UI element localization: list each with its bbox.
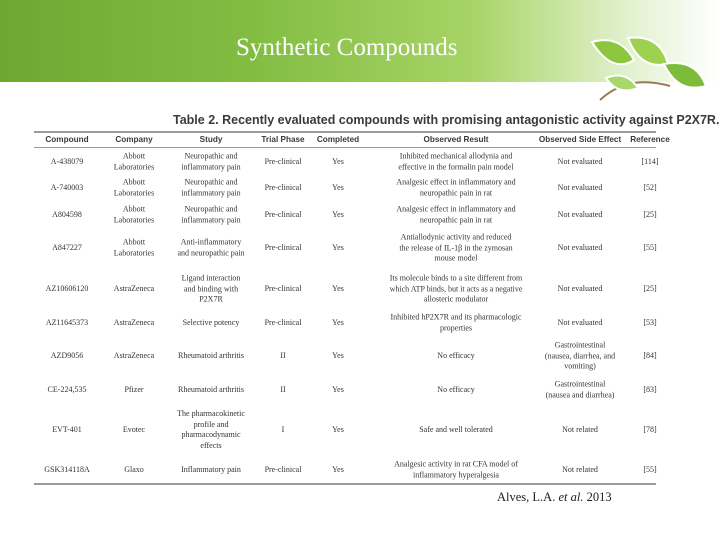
table-cell-compound: AZ10606120 (45, 283, 89, 293)
table-cell-completed: Yes (332, 384, 344, 394)
table-cell-company: Pfizer (124, 384, 144, 394)
column-header-study: Study (199, 135, 223, 144)
table-cell-trial-phase: Pre-clinical (264, 242, 302, 252)
table-cell-side-effect: Not related (562, 464, 598, 474)
table-cell-study: Selective potency (182, 317, 240, 327)
table-cell-study: Rheumatoid arthritis (178, 350, 244, 360)
table-cell-study: Inflammatory pain (181, 464, 241, 474)
column-header-company: Company (115, 135, 153, 144)
table-cell-completed: Yes (332, 317, 344, 327)
table-cell-completed: Yes (332, 350, 344, 360)
table-cell-observed-result: No efficacy (437, 350, 475, 360)
table-cell-compound: AZ11645373 (45, 317, 89, 327)
table-cell-completed: Yes (332, 209, 344, 219)
table-cell-reference: [55] (643, 242, 657, 252)
table-cell-side-effect: Not evaluated (557, 156, 603, 166)
citation-authors: Alves, L.A. (497, 490, 556, 504)
column-header-completed: Completed (316, 135, 360, 144)
table-cell-completed: Yes (332, 464, 344, 474)
table-cell-trial-phase: II (280, 350, 286, 360)
table-cell-trial-phase: Pre-clinical (264, 209, 302, 219)
table-cell-study: The pharmacokinetic profile and pharmacodynamic effects (177, 409, 245, 450)
table-cell-observed-result: Antiallodynic activity and reduced the release of IL-1β in the zymosan mouse model (399, 232, 513, 263)
table-cell-side-effect: Not evaluated (557, 317, 603, 327)
table-cell-company: Abbott Laboratories (113, 204, 155, 224)
table-top-rule (34, 131, 656, 133)
table-caption: Table 2. Recently evaluated compounds with promising antagonistic activity against P2X7R. (173, 113, 720, 127)
table-cell-company: Evotec (122, 424, 146, 434)
table-cell-compound: EVT-401 (52, 424, 82, 434)
table-cell-trial-phase: Pre-clinical (264, 156, 302, 166)
citation (497, 490, 612, 505)
table-cell-trial-phase: II (280, 384, 286, 394)
table-cell-completed: Yes (332, 182, 344, 192)
table-cell-observed-result: Safe and well tolerated (419, 424, 493, 434)
table-cell-observed-result: Analgesic effect in inflammatory and neuropathic pain in rat (396, 177, 516, 197)
table-cell-company: AstraZeneca (113, 350, 155, 360)
table-cell-study: Neuropathic and inflammatory pain (181, 177, 241, 197)
table-cell-compound: A847227 (52, 242, 82, 252)
table-cell-observed-result: Inhibited hP2X7R and its pharmacologic properties (390, 312, 522, 332)
table-cell-study: Neuropathic and inflammatory pain (181, 204, 241, 224)
citation-etal: et al. (558, 490, 584, 504)
table-cell-study: Rheumatoid arthritis (178, 384, 244, 394)
column-header-trial-phase: Trial Phase (261, 135, 305, 144)
table-cell-compound: CE-224,535 (47, 384, 87, 394)
column-header-compound: Compound (45, 135, 89, 144)
table-cell-reference: [25] (643, 283, 657, 293)
table-cell-observed-result: Its molecule binds to a site different from which ATP binds, but it acts as a negative allosteric modulator (389, 273, 523, 304)
table-cell-trial-phase: Pre-clinical (264, 283, 302, 293)
table-cell-trial-phase: Pre-clinical (264, 464, 302, 474)
table-cell-completed: Yes (332, 283, 344, 293)
slide-title: Synthetic Compounds (236, 34, 458, 61)
table-cell-company: AstraZeneca (113, 317, 155, 327)
table-cell-reference: [84] (643, 350, 657, 360)
table-cell-reference: [53] (643, 317, 657, 327)
table-cell-compound: AZD9056 (50, 350, 84, 360)
table-cell-reference: [25] (643, 209, 657, 219)
table-cell-side-effect: Not evaluated (557, 209, 603, 219)
table-cell-trial-phase: I (281, 424, 285, 434)
column-header-observed-result: Observed Result (423, 135, 489, 144)
table-cell-side-effect: Not related (562, 424, 598, 434)
table-cell-observed-result: Analgesic activity in rat CFA model of inflammatory hyperalgesia (394, 459, 518, 479)
table-header-rule (34, 147, 656, 148)
table-cell-study: Anti-inflammatory and neuropathic pain (177, 237, 245, 257)
table-cell-compound: A-740003 (50, 182, 84, 192)
table-cell-observed-result: No efficacy (437, 384, 475, 394)
column-header-reference: Reference (630, 135, 670, 144)
table-cell-completed: Yes (332, 242, 344, 252)
table-cell-trial-phase: Pre-clinical (264, 182, 302, 192)
leaf-decoration-icon (568, 30, 708, 110)
table-cell-company: Abbott Laboratories (113, 177, 155, 197)
table-cell-company: AstraZeneca (113, 283, 155, 293)
table-cell-reference: [83] (643, 384, 657, 394)
column-header-side-effect: Observed Side Effect (538, 135, 622, 144)
table-bottom-rule (34, 483, 656, 485)
table-cell-study: Neuropathic and inflammatory pain (181, 151, 241, 171)
table-cell-company: Abbott Laboratories (113, 151, 155, 171)
table-cell-reference: [78] (643, 424, 657, 434)
table-cell-compound: A-438079 (50, 156, 84, 166)
table-cell-completed: Yes (332, 156, 344, 166)
table-cell-completed: Yes (332, 424, 344, 434)
table-cell-side-effect: Gastrointestinal (nausea, diarrhea, and vomiting) (544, 340, 616, 371)
table-cell-company: Glaxo (124, 464, 144, 474)
table-cell-reference: [55] (643, 464, 657, 474)
table-cell-side-effect: Gastrointestinal (nausea and diarrhea) (545, 379, 615, 399)
table-cell-reference: [114] (641, 156, 659, 166)
table-cell-side-effect: Not evaluated (557, 182, 603, 192)
table-cell-observed-result: Inhibited mechanical allodynia and effective in the formalin pain model (398, 151, 514, 171)
table-cell-side-effect: Not evaluated (557, 242, 603, 252)
table-cell-study: Ligand interaction and binding with P2X7R (181, 273, 241, 304)
table-cell-trial-phase: Pre-clinical (264, 317, 302, 327)
table-cell-company: Abbott Laboratories (113, 237, 155, 257)
table-cell-compound: GSK314118A (44, 464, 90, 474)
table-cell-observed-result: Analgesic effect in inflammatory and neuropathic pain in rat (396, 204, 516, 224)
table-cell-reference: [52] (643, 182, 657, 192)
table-cell-side-effect: Not evaluated (557, 283, 603, 293)
citation-year: 2013 (586, 490, 612, 504)
table-cell-compound: A804598 (52, 209, 82, 219)
